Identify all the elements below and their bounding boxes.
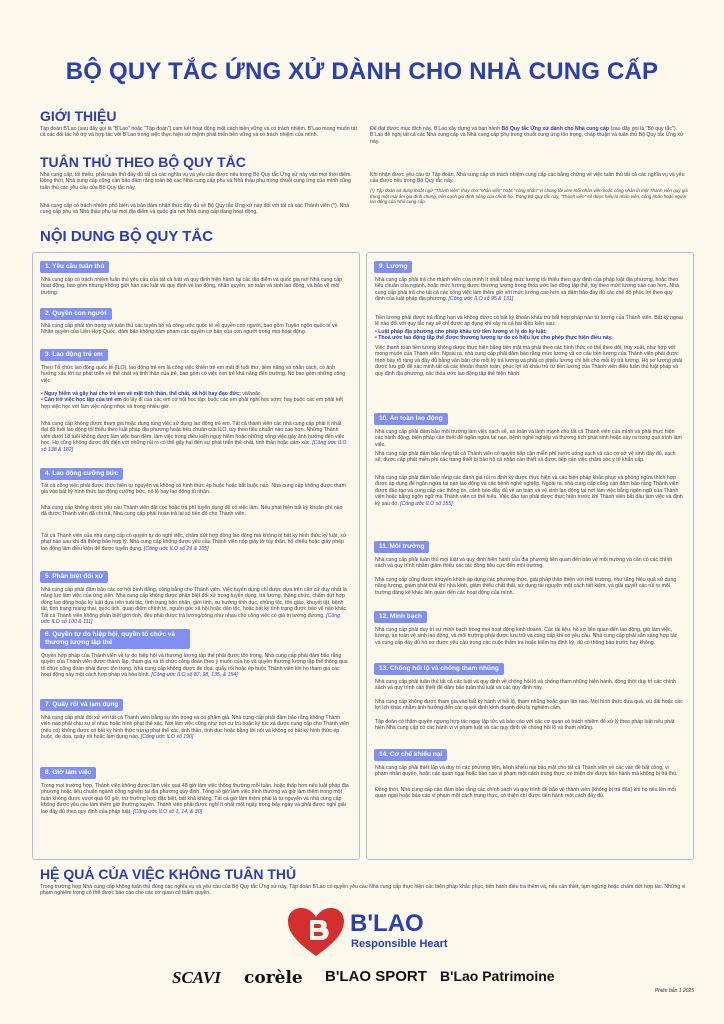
section-7-label: 7. Quấy rối và lạm dụng: [40, 699, 123, 711]
section-13-text-2: Nhà cung cấp không được tham gia vào bất kỳ hành vi hối lộ, tham nhũng hoặc gian lận nào. Mọi hình thức đưa quà, ưu đãi hoặc các lợi ích khác nhằm ảnh hưởng đến các quyết định kinh doanh đều bị nghiêm cấm.: [375, 699, 683, 712]
section-5-text: Nhà cung cấp phải đảm bảo các cơ hội bình đẳng, công bằng cho Thành viên. Việc tuyển dụng chỉ được dựa trên căn cứ duy nhất là năng lực làm việc của ứng viên. Nhà cung cấp không được phân biệt đối xử trong tuyển dụng, trả lương, thăng chức, chấm dứt hợp đồng lao động hoặc kỷ luật dựa trên tuổi tác, tình trạng hôn nhân, giới tính, xu hướng tính dục, chủng tộc, tôn giáo, khuyết tật, bệnh tật, tình trạng mang thai, quốc tịch, quan điểm chính trị, nguồn gốc xã hội hoặc dân tộc, hoặc bất kỳ tình trạng được bảo vệ nào khác. Tất cả Thành viên không phân biệt giới tính, đều phải được trả lương/công như nhau cho công việc có giá trị tương đương. [Công ước ILO số 100 & 111]: [41, 587, 348, 626]
intro-heading: GIỚI THIỆU: [40, 108, 117, 124]
consequences-heading: HỆ QUẢ CỦA VIỆC KHÔNG TUÂN THỦ: [40, 866, 297, 882]
intro-left-text: Tập đoàn B'Lao (sau đây gọi là "B'Lao" hoặc "Tập đoàn") cam kết hoạt động một cách biền vững và có trách nhiệm. B'Lao mong muốn tất cả các đối tác hỗ trợ và hợp tác với B'Lao trong việc thực hiện sứ mệnh phát triển bền vững và có trách nhiệm của mình.: [40, 126, 357, 139]
section-14-label: 14. Cơ chế khiếu nại: [374, 749, 447, 761]
document-title: BỘ QUY TẮC ỨNG XỬ DÀNH CHO NHÀ CUNG CẤP: [65, 58, 659, 85]
section-13-text-3: Tập đoàn có thẩm quyền ngưng hợp tác ngay lập tức và báo cáo với các cơ quan có trách nhiệm để xử lý theo pháp luật nếu phát hiện Nhà cung cấp có các hành vi vi phạm luật và các quy định về chống hối lộ và tham nhũng.: [375, 719, 675, 732]
right-content-box: [366, 252, 694, 860]
compliance-right-text: Khi nhận được yêu cầu từ Tập đoàn, Nhà cung cấp có trách nhiệm cung cấp các bằng chứng về việc tuân thủ tất cả các nghĩa vụ và yêu cầu được nêu trong Bộ Quy tắc này.: [370, 172, 685, 185]
section-3-text-2: Nhà cung cấp không được tham gia hoặc dung túng việc sử dụng lao động trẻ em. Tất cả thành viên các nhà cung cấp phải ít nhất đạt độ tuổi lao động tối thiểu theo luật pháp địa phương hoặc tiêu chuẩn của ILO, tùy theo tiêu chuẩn nào cao hơn. Những Thành viên dưới 18 tuổi không được làm việc ban đêm, làm việc trong điều kiện nguy hiểm hoặc những công việc gây ảnh hưởng đến việc học. Họ cũng không được đối diện với những rủi ro có thể gây hại đến sự phát triển thể chất, tinh thần hoặc cảm xúc. [Công ước ILO số 138 & 182]: [41, 421, 347, 453]
compliance-left-text-1: Nhà cung cấp, tối thiểu, phải tuân thủ đầy đủ tất cả các nghĩa vụ và yêu cầu được nêu trong Bộ Quy tắc Ứng xử này vào mọi thời điểm. Đồng thời, Nhà cung cấp cũng cần bảo đảm rằng toàn bộ các Nhà cung cấp phụ và Nhà thầu phụ trong chuỗi cung ứng của mình cũng tuân thủ các yêu cầu của Bộ Quy tắc này.: [40, 172, 352, 191]
section-11-text-2: Nhà cung cấp cũng được khuyến khích áp dụng các phương thức, giải pháp thân thiện với môi trường, như tăng hiệu quả sử dụng năng lượng, giảm phát thải khí nhà kính, giảm thiểu chất thải, sử dụng tài nguyên một cách tiết kiệm, và giải quyết các rủi ro môi trường đáng kể khác liên quan đến các hoạt động của mình.: [375, 577, 677, 596]
brand-scavi: SCAVI: [172, 968, 221, 987]
section-9-label: 9. Lương: [374, 261, 412, 273]
section-14-text-2: Đồng thời, Nhà cung cấp cần đảm bảo rằng các chính sách và quy trình để bảo vệ thành viên (không bị trả đũa) khi họ nêu lên mối quan ngại hoặc báo cáo vi phạm một cách trung thực, có thiện chí được tiến hành một cách đầy đủ.: [375, 787, 676, 800]
section-1-text: Nhà cung cấp có trách nhiệm tuân thủ yêu cầu của tất cả luật và quy định hiện hành tại các địa điểm và quốc gia nơi Nhà cung cấp hoạt động, bao gồm nhưng không giới hạn các luật và quy định về lao động, nhân quyền, an toàn và sinh lao động, và bảo vệ môi trường.: [41, 277, 343, 296]
brand-blao-patrimoine: B'Lao Patrimoine: [440, 968, 555, 984]
section-3-bullets: • Nguy hiểm và gây hại cho trẻ em về mặt tinh thần, thể chất, xã hội hay đạo đức; và/hoặc • Cản trở việc học tập của trẻ em do lấy đi của các em cơ hội học tập; buộc các em phải nghỉ học sớm; hay buộc các em phải kết hợp việc học với làm việc nặng nhọc và trong nhiều giờ.: [41, 391, 343, 410]
member-definition-note: (*) Tập đoàn sử dụng thuật ngữ "Thành viên" thay cho "nhân viên" hoặc "công nhân" vì chúng tôi xem mỗi nhân viên hoặc công nhân là một Thành viên quý giá trong một mái ấm gia đình chung, trên cạnh gia đình riêng của chính họ. Trong Bộ Quy tắc này, "Thành viên" sẽ được hiểu là nhân viên, công nhân hoặc người lao động của Nhà cung cấp.: [370, 188, 688, 205]
compliance-heading: TUÂN THỦ THEO BỘ QUY TẮC: [40, 154, 246, 170]
section-6-label: 6. Quyền tự do hiệp hội, quyền tổ chức và thương lượng tập thể: [40, 629, 190, 649]
brand-name: B'LAO: [350, 910, 424, 937]
section-9-text-3: Việc thanh toán tiền lương không được thực hiện bằng tiền mặt mà phải theo các hình thức có thể theo dõi, truy xuất, như hợp với mong muốn của Thành viên. Ngoài ra, nhà cung cấp phải đảm bảo rằng mức lương và cơ cấu tiền lương của Thành viên phải được trình bày rõ ràng và đầy đủ bằng văn bản cho mỗi kỳ trả lương và phải có phiếu lương chi tiết cho mỗi kỳ trả lương. Hồ sơ lương phải được lưu giữ để xác minh tất cả các khoản thanh toán, phúc lợi và khấu trừ từ tiền lương của Thành viên điều tuân thủ luật pháp và quy định địa phương, các thỏa ước lao động tập thể hiện hành.: [375, 345, 683, 377]
section-3-text: Theo Tổ chức lao động quốc tế (ILO), lao động trẻ em là công việc khiến trẻ em mất đi tuổi thơ, tiềm năng và nhân cách, có ảnh hưởng xấu tới sự phát triển về thể chất và tinh thần của trẻ, bao gồm có việc con trẻ khả năng đến trường. Nó bao gồm những công việc:: [41, 365, 346, 384]
section-14-text-1: Nhà cung cấp phải thiết lập và duy trì các phương tiện, kênh khiếu nại bảo mật cho tất cả Thành viên về các vấn đề bất công, vi phạm nhân quyền, hoặc các quan ngại hoặc báo cáo vi phạm một cách trung thực, có thiện chí được tiến hành mà không bị trả thù.: [375, 765, 678, 778]
section-10-text-2: Nhà cung cấp phải đảm bảo rằng tất cả Thành viên có quyền tiếp cận miễn phí nước uống sạch và các cơ sở vệ sinh đầy đủ, sạch sẽ; được cấp phát miễn phí các trang thiết bị bảo hộ cá nhân cần thiết và được tiếp cận việc chăm sóc y tế khẩn cấp.: [375, 451, 676, 464]
section-9-text-2: Tiền lương phải được trả đúng hạn và không được có bất kỳ khoản khấu trừ bất hợp pháp nào từ lương của Thành viên. Bất kỳ ngoại lệ nào đối với quy tắc này sẽ chỉ được áp dụng khi xảy ra cả hai điều kiện sau:: [375, 315, 683, 328]
section-8-label: 8. Giờ làm việc: [40, 767, 96, 779]
brand-corele: corèle: [244, 968, 303, 988]
intro-right-text: Để đạt được mục đích này, B'Lao xây dựng và ban hành Bộ Quy tắc Ứng xử dành cho Nhà cung cấp (sau đây gọi là "Bộ quy tắc"). B'Lao đề nghị tất cả các Nhà cung cấp và Nhà cung cấp phụ trong chuỗi cung ứng tôn trọng, chấp thuận và tuân thủ Bộ Quy tắc Ứng xử này.: [370, 126, 684, 145]
section-2-text: Nhà cung cấp phải tôn trọng và tuân thủ các tuyên bố và công ước quốc tế về quyền con người, bao gồm Tuyên ngôn quốc tế về Nhân quyền của Liên Hợp Quốc, đảm bảo không xâm phạm các quyền cơ bản của con người trong mọi hoạt động.: [41, 323, 338, 336]
section-10-label: 10. An toàn lao động: [374, 413, 448, 425]
section-2-label: 2. Quyền con người: [40, 308, 112, 320]
section-6-text: Quyền hợp pháp của Thành viên về tự do hiệp hội và thương lượng tập thể phải được tôn trọng. Nhà cung cấp phải đảm bảo rằng quyền của Thành viên được thành lập, tham gia và tổ chức công đoàn theo ý muốn của họ và quyền thương lượng tập thể thông qua tổ chức công đoàn phải được tôn trọng. Nhà cung cấp không được đe dọa, quấy rối hoặc ép buộc Thành viên khi họ tham gia các hoạt động này một cách hợp pháp và hòa bình. [Công ước ILO số 87, 98, 135, & 154]: [41, 653, 348, 679]
section-4-label: 4. Lao động cưỡng bức: [40, 468, 123, 480]
consequences-text: Trong trường hợp Nhà cung cấp không tuân thủ đúng các nghĩa vụ và yêu cầu của Bộ Quy tắc Ứng xử này, Tập đoàn B'Lao có quyền yêu cầu Nhà cung cấp thực hiện các biện pháp khắc phục, tiến hành điều tra thêm và, nếu cần thiết, tạm ngừng hoặc chấm dứt hợp tác. Những vi phạm nghiêm trọng có thể được báo cáo cho các cơ quan có thẩm quyền.: [40, 884, 686, 897]
section-4-text-2: Nhà cung cấp không được yêu cầu Thành viên đặt cọc hoặc trả phí tuyển dụng để có việc làm. Nếu phát hiện bất kỳ khoản phí nào đã được Thành viên đã chi trả, Nhà cung cấp phải hoàn trả lại số tiền đó cho Thành viên.: [41, 505, 343, 518]
section-11-label: 11. Môi trường: [374, 541, 429, 553]
brand-blao-sport: B'LAO SPORT: [325, 968, 427, 985]
section-3-label: 3. Lao động trẻ em: [40, 349, 108, 361]
section-12-label: 12. Minh bạch: [374, 611, 427, 623]
blao-heart-logo-icon: [286, 906, 346, 958]
section-10-text-3: Nhà cung cấp phải đảm bảo rằng các đánh giá rủi ro định kỳ được thực hiện và các biện pháp khắc phục và phòng ngừa thích hợp được áp dụng để ngăn ngừa tai nạn lao động và các bệnh nghề nghiệp. Ngoài ra, nhà cung cấp cũng cần đảm bảo rằng Thành viên được đào tạo và cung cấp các thông tin, cảnh báo đầy đủ về an toàn và vệ sinh lao động tại nơi làm việc bằng ngôn ngữ của Thành viên hoặc bằng ngôn ngữ mà Thành viên có thể hiểu. Việc đào tạo phải được thực hiện trước khi Thành viên bắt đầu làm việc và định kỳ sau đó. [Công ước ILO số 155]: [375, 475, 683, 507]
section-10-text-1: Nhà cung cấp phải đảm bảo môi trường làm việc sạch sẽ, an toàn và lành mạnh cho tất cả Thành viên của mình và phải thực hiện các hành động, biện pháp cần thiết để ngăn ngừa tai nạn, bệnh nghề nghiệp và thương tích phát sinh hoặc xảy ra trong quá trình làm việc.: [375, 429, 682, 448]
section-12-text: Nhà cung cấp phải duy trì sự minh bạch trong mọi hoạt động kinh doanh. Các tài liệu, hồ sơ liên quan đến lao động, giờ làm việc, lương, an toàn vệ sinh lao động, và môi trường phải được lưu trữ và cung cấp khi có yêu cầu. Nhà cung cấp phải sẵn sàng hợp tác và cung cấp đầy đủ hồ sơ được yêu cầu trong các cuộc thẩm tra hoặc kiểm tra định kỳ, dù có thông báo trước hay không.: [375, 627, 678, 646]
section-1-label: 1. Yêu cầu tuân thủ: [40, 261, 109, 273]
content-heading: NỘI DUNG BỘ QUY TẮC: [40, 228, 214, 245]
section-13-text-1: Nhà cung cấp phải tuân thủ tất cả các luật và quy định về chống hối lộ và chống tham nhũng hiện hành, đồng thời duy trì các chính sách và quy trình cần thiết để đảm bảo tuân thủ luật và các quy định này.: [375, 679, 677, 692]
section-13-label: 13. Chống hối lộ và chống tham nhũng: [374, 663, 504, 675]
section-11-text-1: Nhà cung cấp phải tuân thủ mọi luật và quy định hiện hành của địa phương liên quan đến bảo vệ môi trường và cần có các chính sách và quy trình nhằm giảm thiểu các tác động tiêu cực đến môi trường.: [375, 557, 673, 570]
section-5-label: 5. Phân biệt đối xử: [40, 571, 108, 583]
brand-tagline: Responsible Heart: [351, 938, 448, 950]
section-4-text-1: Tất cả công việc phải được thực hiện tự nguyện và không có hình thức ép buộc hoặc bắt buộc nào. Nhà cung cấp không được tham gia vào bất kỳ hình thức lao động cưỡng bức, nô lệ hay lao động tù nhân.: [41, 483, 346, 496]
left-content-box: [32, 252, 360, 860]
section-9-bullets: • Luật pháp địa phương cho phép khấu trừ tiền lương vì lý do kỷ luật; • Thoả ước lao động tập thể được thương lượng tự do có hiệu lực cho phép thực hiện điều này.: [375, 329, 613, 342]
version-label: Phiên bản 1 2025: [654, 988, 694, 994]
section-7-text: Nhà cung cấp phải đối xử với tất cả Thành viên bằng sự tôn trọng và có phẩm giá. Nhà cung cấp phải đảm bảo rằng không Thành viên nào phải chịu sự sỉ nhục hoặc hình phạt thể xác. Nơi làm việc cũng như nơi cư trú hoặc ký túc xá được cung cấp cho Thành viên (nếu có) không được có bất kỳ hình thức trừng phạt thể xác, tinh thần, tình dục hoặc bằng lời nói và không có bất kỳ hình thức ép buộc, đe dọa, quấy rối hoặc lạm dụng nào. [Công ước ILO số 190]: [41, 715, 349, 741]
section-9-text-1: Nhà cung cấp phải trả cho thành viên của mình ít nhất bằng mức lương tối thiểu theo quy định của pháp luật địa phương, hoặc theo tiêu chuẩn của ngành, hoặc mức lương được thương lượng trong thỏa ước lao động tập thể, tùy theo mức lương nào cao hơn. Nhà cung cấp phải trả cho tất cả các công việc làm thêm giờ với mức lương cao hơn và đảm bảo đầy đủ các chế độ phúc lợi theo quy định của luật pháp địa phương. [Công ước ILO số 95 & 131]: [375, 277, 679, 303]
section-4-text-3: Tất cả Thành viên của nhà cung cấp có quyền tự do nghỉ việc, chấm dứt hợp đồng lao động mà không bị bất kỳ hình thức kỷ luật, xử phạt nào sau khi đã thông báo hợp lý. Nhà cung cấp không được yêu cầu Thành viên nộp giấy tờ tùy thân, hộ chiếu hoặc giấy phép lao động làm điều kiện để được tuyển dụng. [Công ước ILO số 29 & 105]: [41, 533, 347, 552]
section-8-text: Trong mọi trường hợp, Thành viên không được làm việc quá 48 giờ làm việc thông thường mỗi tuần, hoặc thấp hơn nếu luật pháp địa phương hoặc tiêu chuẩn ngành công nghiệp tại địa phương quy định. Tổng số giờ làm việc bình thường và giờ làm thêm trong một tuần không được vượt quá 60 giờ, trừ trường hợp đặc biệt, bất khả kháng. Tất cả giờ làm thêm phải là tự nguyện và nhà cung cấp không được yêu cầu làm thêm giờ thường xuyên. Thành viên phải được nghỉ ít nhất một ngày trong bảy ngày và phải được nghỉ giải lao đầy đủ theo quy định của pháp luật. [Công ước ILO số 1, 14, & 30]: [41, 783, 349, 815]
compliance-left-text-2: Nhà cung cấp có trách nhiệm phổ biến và bảo đảm nhận thức đầy đủ về Bộ Quy tắc Ứng xử này đối với tất cả các Thành viên (*). Nhà cung cấp phụ và Nhà thầu phụ tại mọi địa điểm và quốc gia nơi Nhà cung cấp đang hoạt động.: [40, 203, 350, 216]
